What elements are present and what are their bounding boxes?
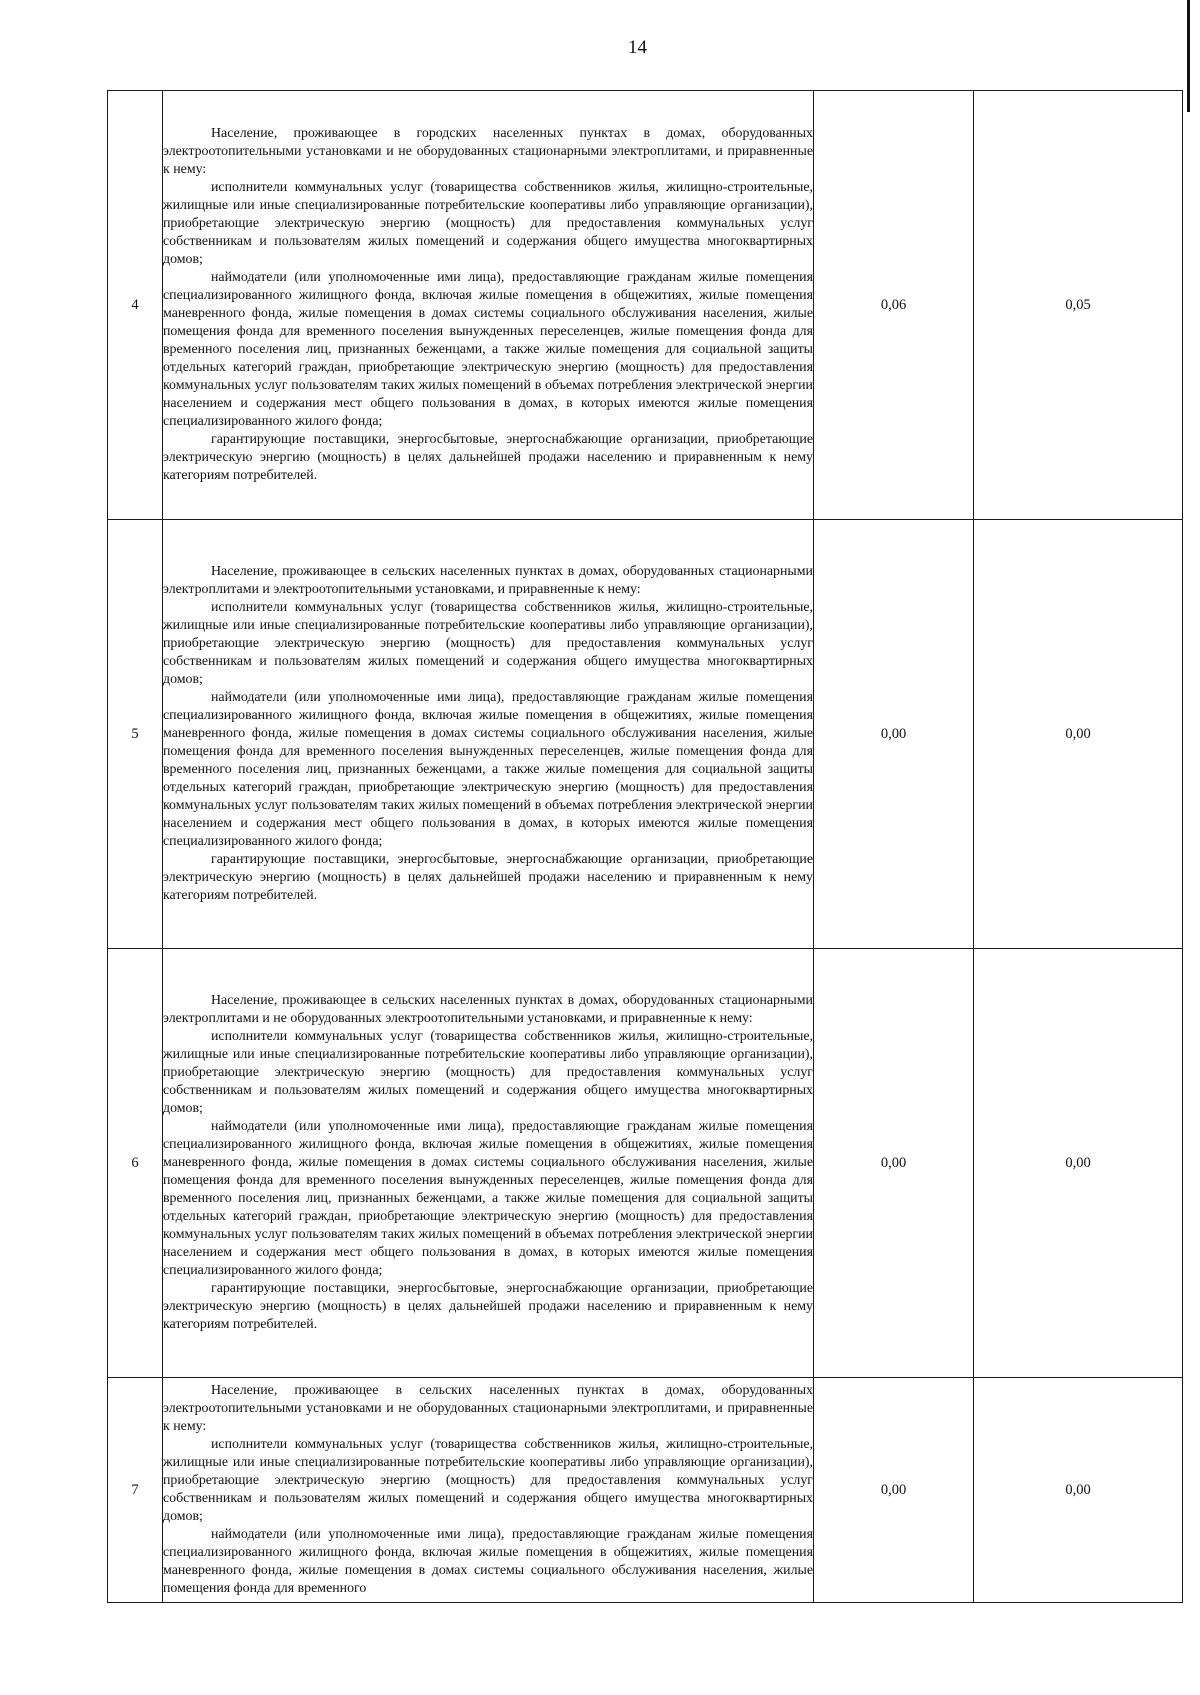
table-row xyxy=(108,91,1183,520)
description-paragraph: Население, проживающее в сельских населенных пунктах в домах, оборудованных стационарными электроплитами и электроотопительными установками, и приравненные к нему: xyxy=(163,564,813,597)
row-description xyxy=(163,1378,814,1603)
description-paragraph: гарантирующие поставщики, энергосбытовые, энергоснабжающие организации, приобретающие электрическую энергию (мощность) в целях дальнейшей продажи населению и приравненным к нему категориям потребителей. xyxy=(163,432,813,483)
row-number: 6 xyxy=(108,949,163,1378)
description-paragraph: исполнители коммунальных услуг (товарищества собственников жилья, жилищно-строительные, жилищные или иные специализированные потребительские кооперативы либо управляющие организации), приобретающие электрическую энергию (мощность) для предоставления коммунальных услуг собственникам и пользователям жилых помещений и содержания общего имущества многоквартирных домов; xyxy=(163,1029,813,1116)
description-paragraph: Население, проживающее в городских населенных пунктах в домах, оборудованных электроотопительными установками и не оборудованных стационарными электроплитами, и приравненные к нему: xyxy=(163,126,813,177)
description-paragraph: Население, проживающее в сельских населенных пунктах в домах, оборудованных стационарными электроплитами и не оборудованных электроотопительными установками, и приравненные к нему: xyxy=(163,993,813,1026)
row-description xyxy=(163,949,814,1378)
value-second-half: 0,05 xyxy=(974,91,1183,520)
description-paragraph: гарантирующие поставщики, энергосбытовые, энергоснабжающие организации, приобретающие электрическую энергию (мощность) в целях дальнейшей продажи населению и приравненным к нему категориям потребителей. xyxy=(163,852,813,903)
description-paragraph: Население, проживающее в сельских населенных пунктах в домах, оборудованных электроотопительными установками и не оборудованных стационарными электроплитами, и приравненные к нему: xyxy=(163,1383,813,1434)
description-paragraph: наймодатели (или уполномоченные ими лица), предоставляющие гражданам жилые помещения специализированного жилищного фонда, включая жилые помещения в общежитиях, жилые помещения маневренного фонда, жилые помещения в домах системы социального обслуживания населения, жилые помещения фонда для временного поселения вынужденных переселенцев, жилые помещения фонда для временного поселения лиц, признанных беженцами, а также жилые помещения для социальной защиты отдельных категорий граждан, приобретающие электрическую энергию (мощность) для предоставления коммунальных услуг пользователям таких жилых помещений в объемах потребления электрической энергии населением и содержания мест общего пользования в домах, в которых имеются жилые помещения специализированного жилого фонда; xyxy=(163,1119,813,1278)
row-number: 5 xyxy=(108,520,163,949)
description-paragraph: наймодатели (или уполномоченные ими лица), предоставляющие гражданам жилые помещения специализированного жилищного фонда, включая жилые помещения в общежитиях, жилые помещения маневренного фонда, жилые помещения в домах системы социального обслуживания населения, жилые помещения фонда для временного xyxy=(163,1527,813,1596)
table-row xyxy=(108,1378,1183,1603)
value-second-half: 0,00 xyxy=(974,949,1183,1378)
description-paragraph: гарантирующие поставщики, энергосбытовые, энергоснабжающие организации, приобретающие электрическую энергию (мощность) в целях дальнейшей продажи населению и приравненным к нему категориям потребителей. xyxy=(163,1281,813,1332)
description-paragraph: исполнители коммунальных услуг (товарищества собственников жилья, жилищно-строительные, жилищные или иные специализированные потребительские кооперативы либо управляющие организации), приобретающие электрическую энергию (мощность) для предоставления коммунальных услуг собственникам и пользователям жилых помещений и содержания общего имущества многоквартирных домов; xyxy=(163,1437,813,1524)
table-row xyxy=(108,520,1183,949)
value-second-half: 0,00 xyxy=(974,520,1183,949)
value-first-half: 0,00 xyxy=(814,1378,974,1603)
tariff-table xyxy=(107,90,1183,1603)
row-description xyxy=(163,520,814,949)
scan-edge-mark xyxy=(1187,0,1190,112)
table-row xyxy=(108,949,1183,1378)
value-first-half: 0,00 xyxy=(814,949,974,1378)
page-number: 14 xyxy=(628,37,647,58)
description-paragraph: исполнители коммунальных услуг (товарищества собственников жилья, жилищно-строительные, жилищные или иные специализированные потребительские кооперативы либо управляющие организации), приобретающие электрическую энергию (мощность) для предоставления коммунальных услуг собственникам и пользователям жилых помещений и содержания общего имущества многоквартирных домов; xyxy=(163,180,813,267)
description-paragraph: наймодатели (или уполномоченные ими лица), предоставляющие гражданам жилые помещения специализированного жилищного фонда, включая жилые помещения в общежитиях, жилые помещения маневренного фонда, жилые помещения в домах системы социального обслуживания населения, жилые помещения фонда для временного поселения вынужденных переселенцев, жилые помещения фонда для временного поселения лиц, признанных беженцами, а также жилые помещения для социальной защиты отдельных категорий граждан, приобретающие электрическую энергию (мощность) для предоставления коммунальных услуг пользователям таких жилых помещений в объемах потребления электрической энергии населением и содержания мест общего пользования в домах, в которых имеются жилые помещения специализированного жилого фонда; xyxy=(163,690,813,849)
value-first-half: 0,06 xyxy=(814,91,974,520)
description-paragraph: исполнители коммунальных услуг (товарищества собственников жилья, жилищно-строительные, жилищные или иные специализированные потребительские кооперативы либо управляющие организации), приобретающие электрическую энергию (мощность) для предоставления коммунальных услуг собственникам и пользователям жилых помещений и содержания общего имущества многоквартирных домов; xyxy=(163,600,813,687)
description-paragraph: наймодатели (или уполномоченные ими лица), предоставляющие гражданам жилые помещения специализированного жилищного фонда, включая жилые помещения в общежитиях, жилые помещения маневренного фонда, жилые помещения в домах системы социального обслуживания населения, жилые помещения фонда для временного поселения вынужденных переселенцев, жилые помещения фонда для временного поселения лиц, признанных беженцами, а также жилые помещения для социальной защиты отдельных категорий граждан, приобретающие электрическую энергию (мощность) для предоставления коммунальных услуг пользователям таких жилых помещений в объемах потребления электрической энергии населением и содержания мест общего пользования в домах, в которых имеются жилые помещения специализированного жилого фонда; xyxy=(163,270,813,429)
value-first-half: 0,00 xyxy=(814,520,974,949)
row-description xyxy=(163,91,814,520)
row-number: 4 xyxy=(108,91,163,520)
row-number: 7 xyxy=(108,1378,163,1603)
value-second-half: 0,00 xyxy=(974,1378,1183,1603)
